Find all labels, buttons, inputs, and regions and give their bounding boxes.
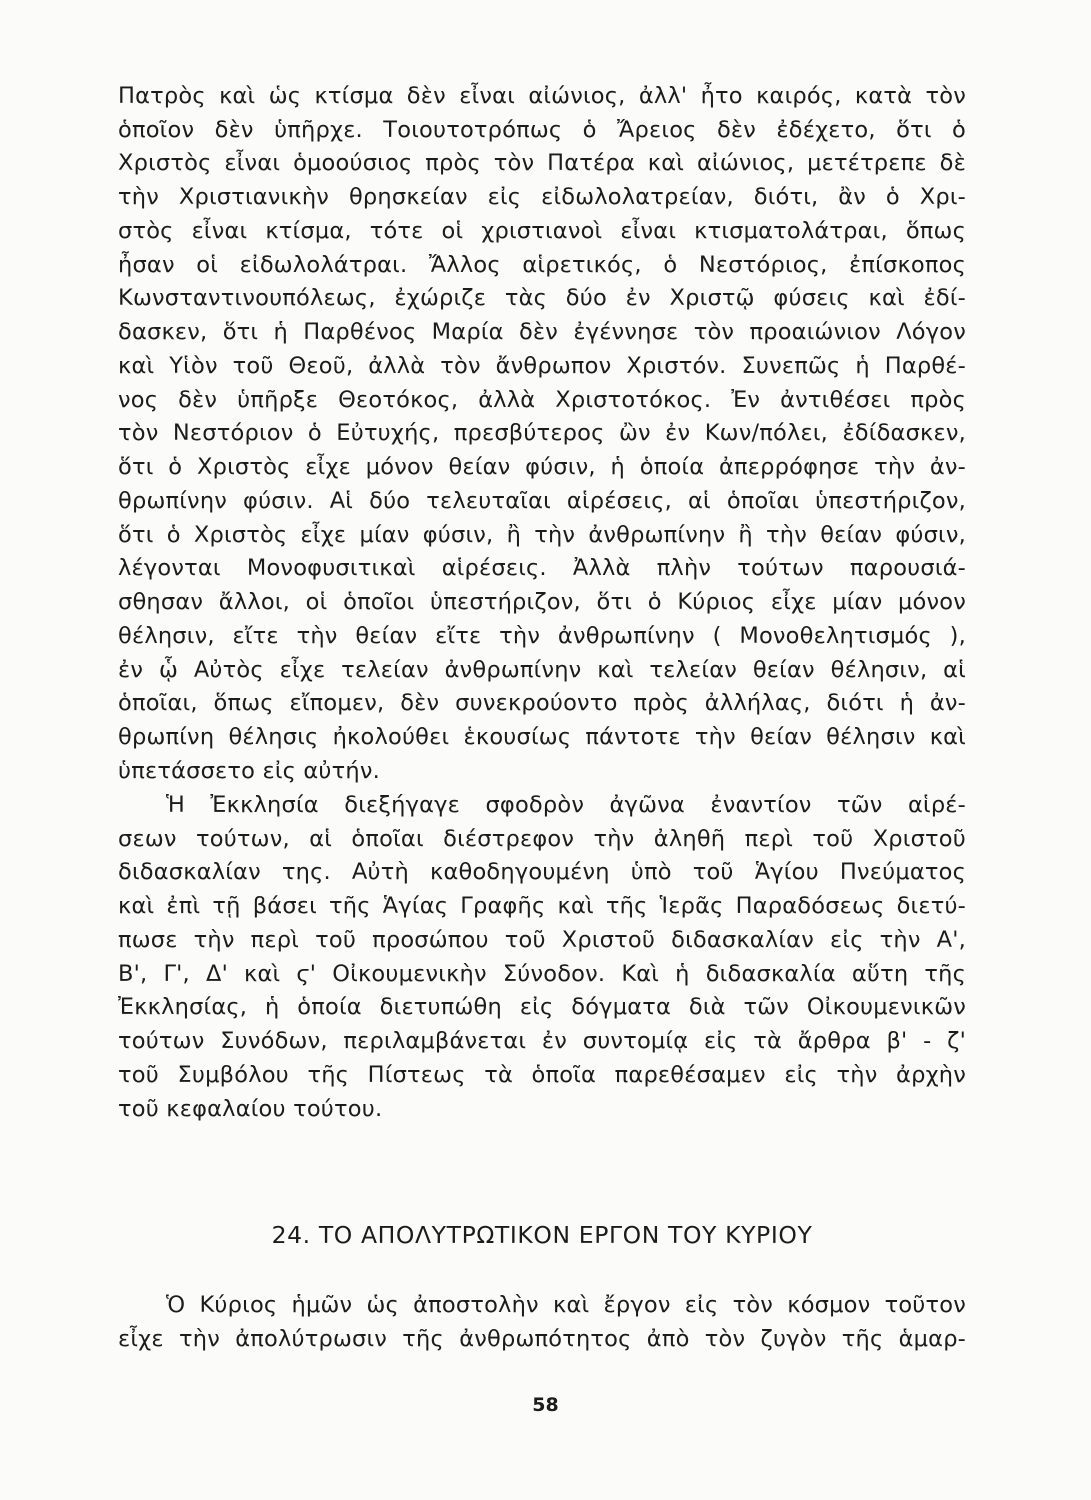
text-line: στὸς εἶναι κτίσμα, τότε οἱ χριστιανοὶ εἶναι κτισματολάτραι, ὅπως — [118, 218, 966, 244]
text-line: θέλησιν, εἴτε τὴν θείαν εἴτε τὴν ἀνθρωπίνην ( Μονοθελητισμός ), — [118, 623, 966, 649]
paragraph-first-line: Ἡ Ἐκκλησία διεξήγαγε σφοδρὸν ἀγῶνα ἐναντίον τῶν αἱρέ- — [166, 792, 966, 818]
text-line: νος δὲν ὑπῆρξε Θεοτόκος, ἀλλὰ Χριστοτόκος. Ἐν ἀντιθέσει πρὸς — [118, 387, 966, 413]
text-line: θρωπίνη θέλησις ἠκολούθει ἑκουσίως πάντοτε τὴν θείαν θέλησιν καὶ — [118, 724, 966, 750]
text-line: λέγονται Μονοφυσιτικαὶ αἱρέσεις. Ἀλλὰ πλὴν τούτων παρουσιά- — [118, 555, 966, 581]
text-line: Πατρὸς καὶ ὡς κτίσμα δὲν εἶναι αἰώνιος, ἀλλ' ἦτο καιρός, κατὰ τὸν — [118, 83, 966, 109]
text-line: ὅτι ὁ Χριστὸς εἶχε μίαν φύσιν, ἢ τὴν ἀνθρωπίνην ἢ τὴν θείαν φύσιν, — [118, 522, 966, 548]
text-line: Χριστὸς εἶναι ὁμοούσιος πρὸς τὸν Πατέρα καὶ αἰώνιος, μετέτρεπε δὲ — [118, 150, 966, 176]
text-line: τὴν Χριστιανικὴν θρησκείαν εἰς εἰδωλολατρείαν, διότι, ἂν ὁ Χρι- — [118, 184, 966, 210]
text-line: θρωπίνην φύσιν. Αἱ δύο τελευταῖαι αἱρέσεις, αἱ ὁποῖαι ὑπεστήριζον, — [118, 488, 966, 514]
text-line: καὶ ἐπὶ τῇ βάσει τῆς Ἁγίας Γραφῆς καὶ τῆς Ἱερᾶς Παραδόσεως διετύ- — [118, 893, 966, 919]
text-line: πωσε τὴν περὶ τοῦ προσώπου τοῦ Χριστοῦ διδασκαλίαν εἰς τὴν Α', — [118, 927, 966, 953]
paragraph-first-line: Ὁ Κύριος ἡμῶν ὡς ἀποστολὴν καὶ ἔργον εἰς τὸν κόσμον τοῦτον — [166, 1292, 966, 1318]
section-heading: 24. ΤΟ ΑΠΟΛΥΤΡΩΤΙΚΟΝ ΕΡΓΟΝ ΤΟΥ ΚΥΡΙΟΥ — [271, 1221, 813, 1249]
text-line: ἦσαν οἱ εἰδωλολάτραι. Ἄλλος αἱρετικός, ὁ Νεστόριος, ἐπίσκοπος — [118, 252, 966, 278]
text-line: σθησαν ἄλλοι, οἱ ὁποῖοι ὑπεστήριζον, ὅτι ὁ Κύριος εἶχε μίαν μόνον — [118, 589, 966, 615]
text-line: καὶ Υἱὸν τοῦ Θεοῦ, ἀλλὰ τὸν ἄνθρωπον Χριστόν. Συνεπῶς ἡ Παρθέ- — [118, 353, 966, 379]
text-line: Β', Γ', Δ' καὶ ϛ' Οἰκουμενικὴν Σύνοδον. Καὶ ἡ διδασκαλία αὕτη τῆς — [118, 961, 966, 987]
text-line: τοῦ κεφαλαίου τούτου. — [118, 1096, 383, 1122]
text-line: ὁποῖον δὲν ὑπῆρχε. Τοιουτοτρόπως ὁ Ἄρειος δὲν ἐδέχετο, ὅτι ὁ — [118, 117, 966, 143]
text-line: δασκεν, ὅτι ἡ Παρθένος Μαρία δὲν ἐγέννησε τὸν προαιώνιον Λόγον — [118, 319, 966, 345]
text-line: εἶχε τὴν ἀπολύτρωσιν τῆς ἀνθρωπότητος ἀπὸ τὸν ζυγὸν τῆς ἁμαρ- — [118, 1326, 966, 1352]
text-line: διδασκαλίαν της. Αὐτὴ καθοδηγουμένη ὑπὸ τοῦ Ἁγίου Πνεύματος — [118, 859, 966, 885]
text-line: ἐν ᾧ Αὐτὸς εἶχε τελείαν ἀνθρωπίνην καὶ τελείαν θείαν θέλησιν, αἱ — [118, 657, 966, 683]
text-line: τούτων Συνόδων, περιλαμβάνεται ἐν συντομίᾳ εἰς τὰ ἄρθρα β' - ζ' — [118, 1028, 966, 1054]
text-line: ὁποῖαι, ὅπως εἴπομεν, δὲν συνεκρούοντο πρὸς ἀλλήλας, διότι ἡ ἀν- — [118, 690, 966, 716]
text-line: Κωνσταντινουπόλεως, ἐχώριζε τὰς δύο ἐν Χριστῷ φύσεις καὶ ἐδί- — [118, 285, 966, 311]
text-line: ὑπετάσσετο εἰς αὐτήν. — [118, 758, 380, 784]
text-line: Ἐκκλησίας, ἡ ὁποία διετυπώθη εἰς δόγματα διὰ τῶν Οἰκουμενικῶν — [118, 994, 966, 1020]
page-number: 58 — [532, 1394, 559, 1416]
text-line: τοῦ Συμβόλου τῆς Πίστεως τὰ ὁποῖα παρεθέσαμεν εἰς τὴν ἀρχὴν — [118, 1062, 966, 1088]
text-line: τὸν Νεστόριον ὁ Εὐτυχής, πρεσβύτερος ὢν ἐν Κων/πόλει, ἐδίδασκεν, — [118, 420, 966, 446]
text-line: ὅτι ὁ Χριστὸς εἶχε μόνον θείαν φύσιν, ἡ ὁποία ἀπερρόφησε τὴν ἀν- — [118, 454, 966, 480]
text-line: σεων τούτων, αἱ ὁποῖαι διέστρεφον τὴν ἀληθῆ περὶ τοῦ Χριστοῦ — [118, 826, 966, 852]
